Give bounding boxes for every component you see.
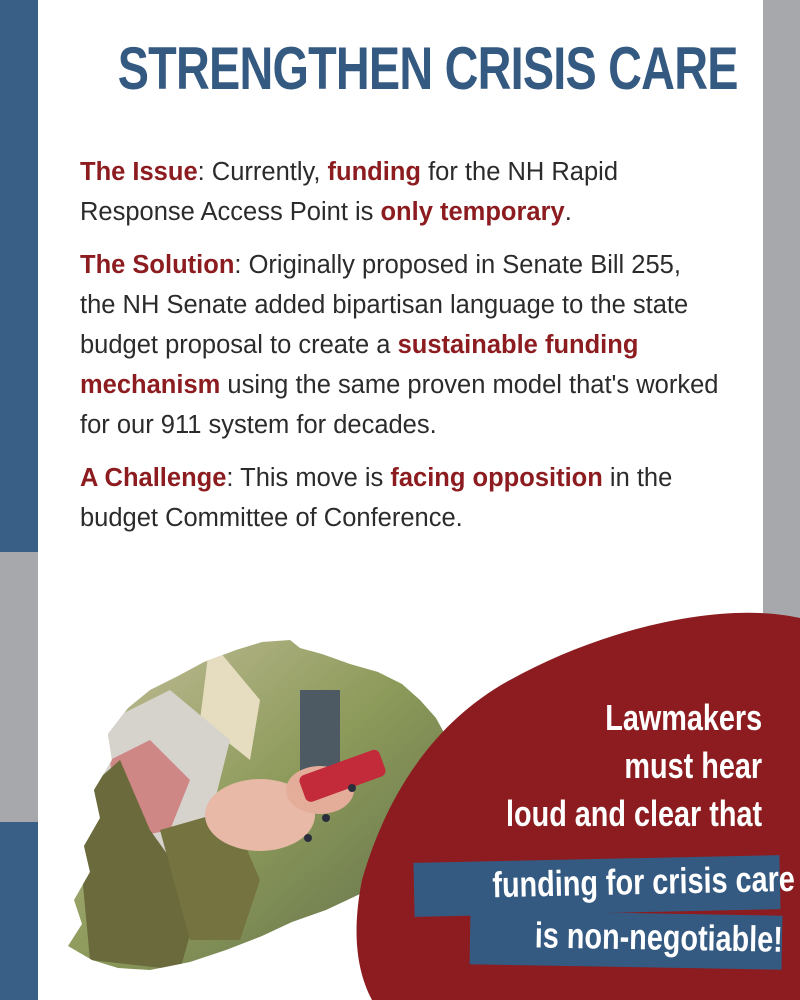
page-title: STRENGTHEN CRISIS CARE: [117, 35, 738, 102]
solution-text-2: using the same proven model that's worked for our 911 system for decades.: [80, 371, 719, 439]
solution-highlight: sustainable funding mechanism: [80, 331, 639, 399]
issue-highlight-temporary: only temporary: [380, 198, 565, 226]
issue-text-1: : Currently,: [197, 158, 328, 186]
solution-text-1: : Originally proposed in Senate Bill 255, the NH Senate added bipartisan language to the state budget proposal to create a: [80, 251, 689, 359]
challenge-text-2: in the budget Committee of Conference.: [80, 464, 673, 532]
challenge-highlight: facing opposition: [390, 464, 603, 492]
issue-text-2: for the NH Rapid Response Access Point is: [80, 158, 619, 226]
callout-line-3: loud and clear that: [505, 793, 762, 834]
issue-highlight-funding: funding: [327, 158, 421, 186]
callout-tag-2: [470, 910, 783, 969]
challenge-text-1: : This move is: [226, 464, 391, 492]
callout-tag-2-text: is non-negotiable!: [534, 914, 784, 960]
callout-line-1: Lawmakers: [605, 697, 762, 738]
solution-label: The Solution: [80, 251, 235, 279]
callout-tag-1: [413, 855, 796, 917]
issue-label: The Issue: [80, 158, 198, 186]
challenge-label: A Challenge: [80, 464, 227, 492]
issue-text-3: .: [564, 198, 572, 226]
callout-tag-1-text: funding for crisis care: [491, 857, 796, 906]
callout-line-2: must hear: [624, 745, 762, 786]
